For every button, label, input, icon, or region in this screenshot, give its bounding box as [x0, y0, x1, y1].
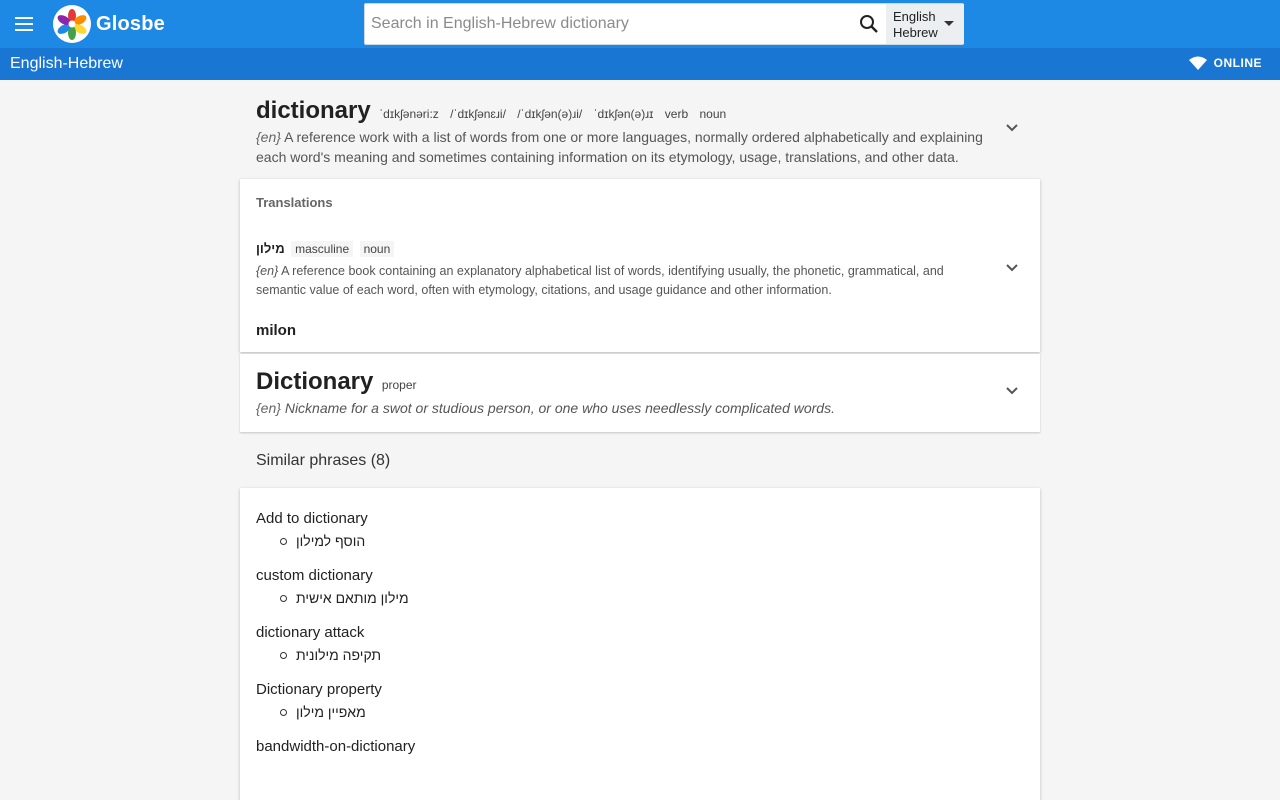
phrase-translation-text[interactable]: תקיפה מילונית	[296, 647, 382, 663]
language-from: English	[893, 9, 936, 24]
sub-bar	[0, 48, 1280, 80]
translation-word[interactable]: מילון	[256, 241, 285, 256]
list-item	[256, 624, 1024, 663]
headword: dictionary	[256, 97, 371, 124]
gender-tag: masculine	[291, 241, 353, 257]
online-status	[1189, 56, 1262, 70]
pronunciations	[379, 107, 734, 121]
expand-button[interactable]	[1004, 383, 1020, 399]
bullet-icon	[280, 652, 287, 659]
pronunciation: ˈdɪkʃən(ə)ɹɪ	[593, 107, 654, 121]
language-code: {en}	[256, 129, 281, 145]
pronunciation: ˈdɪkʃənəri:z	[379, 107, 439, 121]
phrase-translation	[280, 704, 1024, 720]
dictionary-entry	[240, 354, 1040, 432]
top-app-bar	[0, 0, 1280, 48]
translation-definition	[256, 262, 984, 300]
translation-item	[240, 210, 1040, 300]
definition-text: A reference work with a list of words from one or more languages, normally ordered alphabetically and explaining each word's meaning and sometimes containing information on its etymology, usage, translations, and other data.	[256, 129, 983, 165]
translations-title: Translations	[256, 195, 333, 210]
glosbe-logo[interactable]	[53, 5, 165, 43]
part-of-speech: verb	[664, 107, 689, 121]
bullet-icon	[280, 709, 287, 716]
dictionary-title[interactable]: English-Hebrew	[10, 55, 123, 72]
language-code: {en}	[256, 264, 279, 278]
bullet-icon	[280, 538, 287, 545]
list-item	[256, 681, 1024, 720]
bullet-icon	[280, 595, 287, 602]
phrase-translation-text[interactable]: הוסף למילון	[296, 533, 366, 549]
language-pair-select[interactable]	[886, 4, 964, 44]
language-to: Hebrew	[893, 25, 938, 40]
chevron-down-icon	[1004, 120, 1020, 136]
brand-name: Glosbe	[96, 12, 165, 35]
wifi-icon	[1189, 56, 1207, 70]
phrase-translation-text[interactable]: מאפיין מילון	[296, 704, 366, 720]
list-item	[256, 567, 1024, 606]
list-item	[256, 510, 1024, 549]
expand-button[interactable]	[1004, 260, 1020, 276]
phrase-translation	[280, 647, 1024, 663]
language-code: {en}	[256, 400, 281, 416]
phrase-source[interactable]: bandwidth-on-dictionary	[256, 738, 416, 755]
phrase-source[interactable]: Add to dictionary	[256, 510, 368, 527]
phrase-translation	[280, 533, 1024, 549]
phrase-translation	[280, 590, 1024, 606]
pronunciation: /ˈdɪkʃən(ə)ɹi/	[517, 107, 583, 121]
phrase-source[interactable]: Dictionary property	[256, 681, 382, 698]
pronunciation: /ˈdɪkʃənɛɹi/	[450, 107, 506, 121]
main-content	[240, 80, 1040, 800]
part-of-speech: proper	[381, 378, 417, 392]
transliteration: milon	[256, 322, 296, 339]
dropdown-caret-icon	[944, 21, 954, 26]
translations-card	[240, 179, 1040, 352]
similar-phrases-title: Similar phrases (8)	[256, 452, 391, 469]
phrase-source[interactable]: dictionary attack	[256, 624, 365, 641]
search-button[interactable]	[857, 12, 881, 36]
search-box	[364, 3, 964, 45]
translation-definition-text: A reference book containing an explanatory alphabetical list of words, identifying usually, the phonetic, grammatical, and semantic value of each word, often with etymology, citations, and usage guidance and other information.	[256, 264, 944, 297]
glosbe-logo-icon	[53, 5, 91, 43]
pos-tag: noun	[360, 241, 395, 257]
definition	[256, 398, 984, 418]
headword: Dictionary	[256, 368, 374, 395]
part-of-speech: noun	[699, 107, 727, 121]
similar-phrases-list	[240, 488, 1040, 800]
search-input[interactable]	[371, 4, 851, 44]
definition	[256, 127, 984, 167]
phrase-translation-text[interactable]: מילון מותאם אישית	[296, 590, 409, 606]
dictionary-entry	[240, 80, 1040, 179]
list-item	[256, 738, 1024, 755]
online-status-label: ONLINE	[1213, 56, 1262, 70]
phrase-source[interactable]: custom dictionary	[256, 567, 373, 584]
expand-button[interactable]	[1004, 120, 1020, 136]
hamburger-menu-icon	[15, 17, 33, 31]
definition-text: Nickname for a swot or studious person, or one who uses needlessly complicated words.	[284, 400, 835, 416]
search-icon	[857, 12, 881, 36]
chevron-down-icon	[1004, 260, 1020, 276]
menu-button[interactable]	[10, 10, 38, 38]
chevron-down-icon	[1004, 383, 1020, 399]
